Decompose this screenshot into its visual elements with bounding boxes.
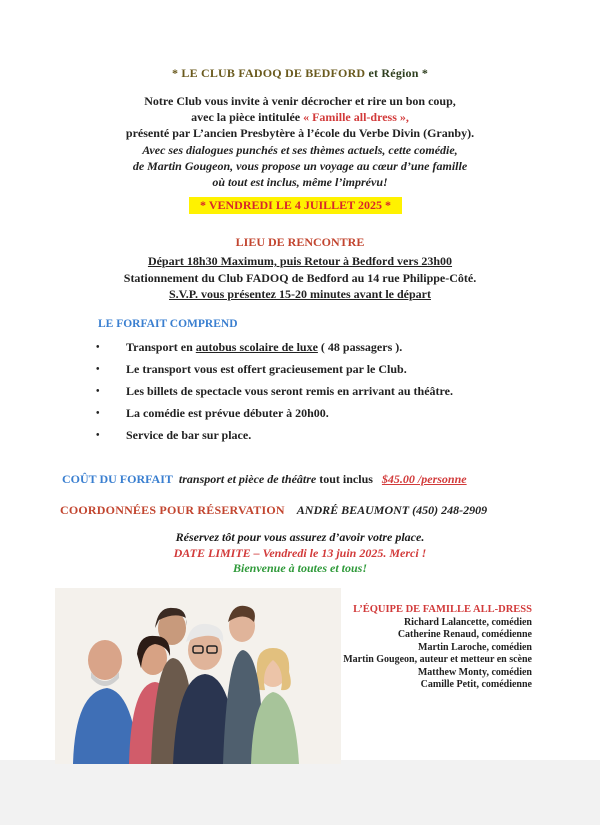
intro-line-1: Notre Club vous invite à venir décrocher et rire un bon coup, bbox=[144, 94, 456, 108]
list-item bbox=[96, 424, 536, 446]
reservation-heading: COORDONNÉES POUR RÉSERVATION bbox=[60, 503, 285, 517]
item-text-b: autobus scolaire de luxe bbox=[195, 339, 318, 354]
play-title: « Famille all-dress », bbox=[303, 110, 409, 125]
event-date-banner: * VENDREDI LE 4 JUILLET 2025 * bbox=[189, 197, 402, 214]
team-list bbox=[320, 617, 532, 691]
team-member: Catherine Renaud, comédienne bbox=[397, 629, 532, 641]
bullet: • bbox=[96, 429, 100, 441]
intro-line-2a: avec la pièce intitulée bbox=[191, 110, 301, 125]
club-title bbox=[0, 66, 600, 81]
team-member: Martin Gougeon, auteur et metteur en scène bbox=[343, 654, 532, 666]
package-list bbox=[96, 336, 536, 446]
intro-line-2 bbox=[70, 109, 530, 125]
reserve-early-line: Réservez tôt pour vous assurez d’avoir votre place. bbox=[175, 530, 425, 544]
cost-price: $45.00 /personne bbox=[381, 472, 467, 486]
list-item-text: Service de bar sur place. bbox=[126, 427, 252, 442]
team-member: Martin Laroche, comédien bbox=[418, 641, 532, 653]
cost-heading: COÛT DU FORFAIT bbox=[62, 472, 173, 486]
team-heading: L’ÉQUIPE DE FAMILLE ALL-DRESS bbox=[353, 604, 532, 615]
intro-line-3: présenté par L’ancien Presbytère à l’école du Verbe Divin (Granby). bbox=[125, 126, 475, 141]
intro-paragraph bbox=[70, 93, 530, 190]
reservation-contact bbox=[60, 503, 487, 518]
team-member: Matthew Monty, comédien bbox=[417, 666, 532, 678]
parking-line: Stationnement du Club FADOQ de Bedford au 14 rue Philippe-Côté. bbox=[123, 270, 477, 285]
cast-photo-illustration bbox=[55, 588, 341, 764]
team-member: Richard Lalancette, comédien bbox=[403, 617, 532, 628]
meeting-place-details bbox=[60, 253, 540, 303]
intro-line-5: de Martin Gougeon, vous propose un voyage au cœur d’une famille bbox=[132, 158, 468, 173]
meeting-place-heading: LIEU DE RENCONTRE bbox=[235, 235, 365, 249]
list-item bbox=[96, 402, 536, 424]
welcome-line: Bienvenue à toutes et tous! bbox=[232, 561, 367, 575]
list-item-text: Le transport vous est offert gracieusement par le Club. bbox=[126, 361, 407, 376]
bullet: • bbox=[96, 341, 100, 353]
package-heading: LE FORFAIT COMPREND bbox=[98, 318, 238, 330]
list-item bbox=[96, 358, 536, 380]
list-item bbox=[96, 380, 536, 402]
club-title-suffix: et Région * bbox=[368, 66, 429, 80]
team-member: Camille Petit, comédienne bbox=[420, 679, 532, 691]
cost-description: transport et pièce de théâtre bbox=[178, 472, 317, 486]
item-text-a: Transport en bbox=[126, 339, 193, 354]
intro-line-4: Avec ses dialogues punchés et ses thèmes actuels, cette comédie, bbox=[142, 142, 458, 157]
list-item-text: La comédie est prévue débuter à 20h00. bbox=[126, 405, 329, 420]
bottom-shade bbox=[0, 760, 600, 825]
item-text-c: ( 48 passagers ). bbox=[320, 339, 403, 354]
deadline-line: DATE LIMITE – Vendredi le 13 juin 2025. Merci ! bbox=[173, 545, 427, 560]
arrival-notice-line: S.V.P. vous présentez 15-20 minutes avant le départ bbox=[168, 287, 431, 301]
reservation-contact-value: ANDRÉ BEAUMONT (450) 248-2909 bbox=[296, 503, 488, 517]
package-cost bbox=[62, 472, 467, 487]
bullet: • bbox=[96, 385, 100, 397]
cost-included: tout inclus bbox=[319, 472, 373, 486]
closing-notes bbox=[60, 530, 540, 577]
list-item-text bbox=[126, 340, 402, 355]
intro-line-6: où tout est inclus, même l’imprévu! bbox=[212, 175, 388, 190]
club-title-main: * LE CLUB FADOQ DE BEDFORD bbox=[171, 66, 366, 80]
list-item-text: Les billets de spectacle vous seront remis en arrivant au théâtre. bbox=[126, 383, 453, 398]
bullet: • bbox=[96, 407, 100, 419]
list-item bbox=[96, 336, 536, 358]
departure-line: Départ 18h30 Maximum, puis Retour à Bedford vers 23h00 bbox=[147, 254, 453, 268]
bullet: • bbox=[96, 363, 100, 375]
cast-photo bbox=[55, 588, 341, 764]
